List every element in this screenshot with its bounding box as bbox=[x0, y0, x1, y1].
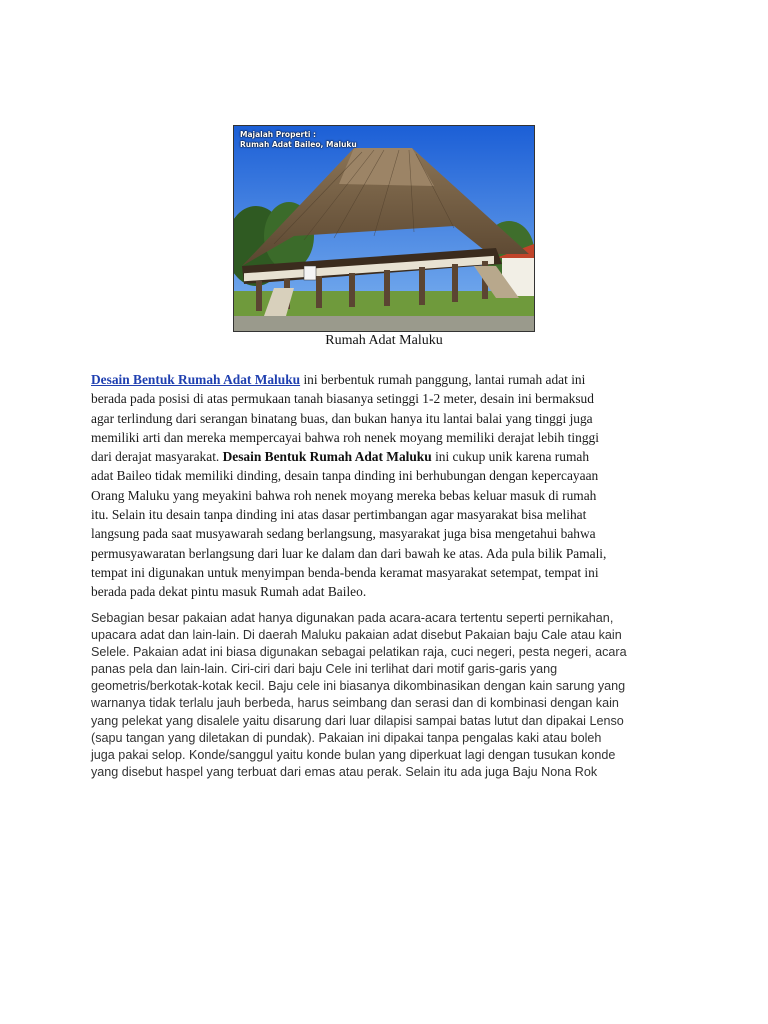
watermark-line-1: Majalah Properti : bbox=[240, 130, 317, 139]
para2-line: geometris/berkotak-kotak kecil. Baju cele ini biasanya dikombinasikan dengan kain sarung yang bbox=[91, 679, 626, 694]
watermark-line-2: Rumah Adat Baileo, Maluku bbox=[240, 140, 357, 149]
para1-line: memiliki arti dan mereka mempercayai bahwa roh nenek moyang memiliki derajat lebih tinggi bbox=[91, 429, 599, 445]
para1-line: berada pada posisi di atas permukaan tanah biasanya setinggi 1-2 meter, desain ini bermaksud bbox=[91, 391, 594, 407]
para1-text: ini cukup unik karena rumah bbox=[431, 449, 590, 465]
para1-line bbox=[91, 447, 669, 466]
para1-line bbox=[91, 370, 669, 389]
para1-line: langsung pada saat musyawarah sedang berlangsung, masyarakat juga bisa mengetahui bahwa bbox=[91, 526, 596, 542]
para1-line: permusyawaratan berlangsung dari luar ke dalam dan dari bawah ke atas. Ada pula bilik Pamali, bbox=[91, 545, 607, 561]
rumah-adat-photo bbox=[233, 125, 535, 332]
para2-line: juga pakai selop. Konde/sanggul yaitu konde bulan yang diperkuat lagi dengan tusukan konde bbox=[91, 747, 616, 762]
para1-line: berada pada dekat pintu masuk Rumah adat Baileo. bbox=[91, 584, 367, 600]
para1-line: agar terlindung dari serangan binatang buas, dan bukan hanya itu lantai balai yang tinggi juga bbox=[91, 410, 593, 426]
para1-line: itu. Selain itu desain tanpa dinding ini atas dasar pertimbangan agar masyarakat bisa melihat bbox=[91, 507, 587, 523]
para2-line: Sebagian besar pakaian adat hanya digunakan pada acara-acara tertentu seperti pernikahan, bbox=[91, 611, 614, 625]
para1-line: Orang Maluku yang meyakini bahwa roh nenek moyang mereka bebas keluar masuk di rumah bbox=[91, 487, 597, 503]
para1-text: dari derajat masyarakat. bbox=[91, 449, 223, 465]
para1-text: ini berbentuk rumah panggung, lantai rumah adat ini bbox=[300, 372, 586, 387]
paragraph-rumah-adat bbox=[91, 370, 669, 602]
rumah-baileo-illustration bbox=[234, 126, 534, 331]
para2-line: upacara adat dan lain-lain. Di daerah Maluku pakaian adat disebut Pakaian baju Cale atau kain bbox=[91, 628, 622, 643]
para1-line: tempat ini digunakan untuk menyimpan benda-benda keramat masyarakat setempat, tempat ini bbox=[91, 564, 599, 580]
para1-line: adat Baileo tidak memiliki dinding, desain tanpa dinding ini berhubungan dengan kepercayaan bbox=[91, 468, 599, 484]
bold-phrase: Desain Bentuk Rumah Adat Maluku bbox=[222, 449, 432, 465]
paragraph-pakaian-adat bbox=[91, 610, 681, 781]
para2-line: panas pela dan lain-lain. Ciri-ciri dari baju Cele ini terlihat dari motif garis-garis yang bbox=[91, 662, 558, 677]
para2-line: yang disebut haspel yang terbuat dari emas atau perak. Selain itu ada juga Baju Nona Rok bbox=[91, 764, 598, 779]
para2-line: Selele. Pakaian adat ini biasa digunakan sebagai pelatikan raja, cuci negeri, pesta negeri, acara bbox=[91, 645, 627, 660]
para2-line: yang pelekat yang disalele yaitu disarung dari luar dilapisi sampai batas lutut dan dipakai Lenso bbox=[91, 713, 624, 728]
para2-line: (sapu tangan yang diletakan di pundak). Pakaian ini dipakai tanpa pengalas kaki atau boleh bbox=[91, 730, 602, 745]
figure-caption: Rumah Adat Maluku bbox=[325, 333, 443, 348]
para2-line: warnanya tidak terlalu jauh berbeda, harus seimbang dan serasi dan di kombinasi dengan kain bbox=[91, 696, 619, 711]
photo-watermark bbox=[240, 130, 357, 150]
desain-bentuk-link[interactable]: Desain Bentuk Rumah Adat Maluku bbox=[91, 372, 301, 387]
